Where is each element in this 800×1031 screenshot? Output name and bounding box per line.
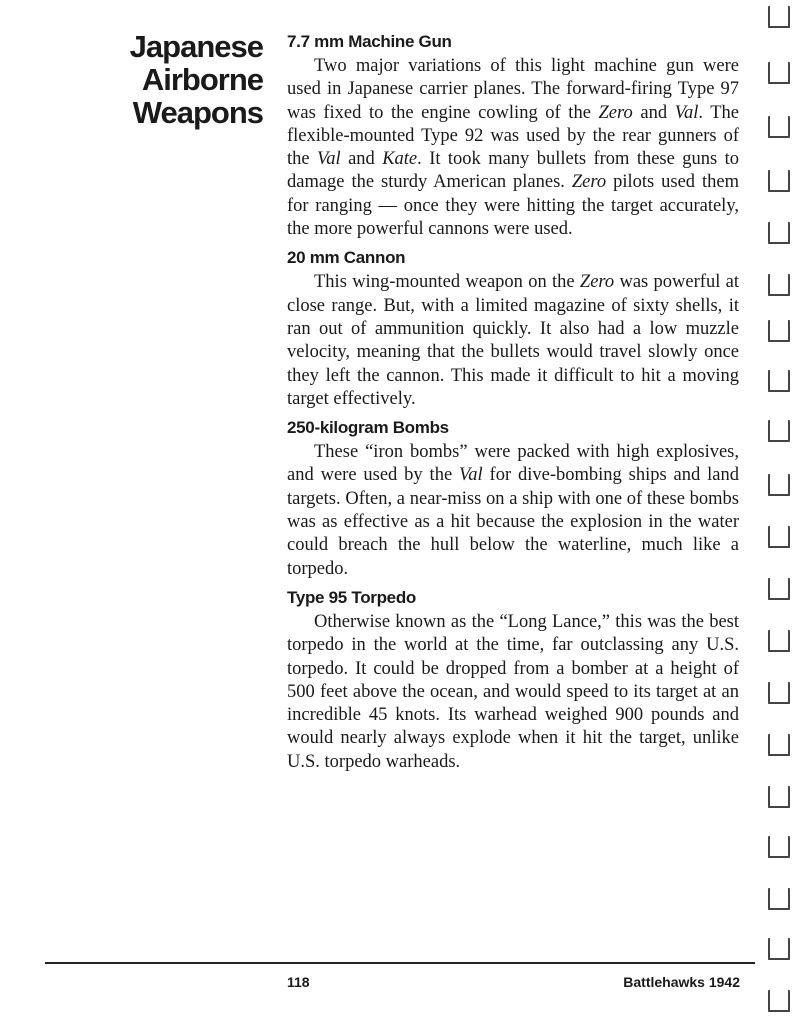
binder-tab [768,6,790,28]
book-title: Battlehawks 1942 [623,974,740,990]
paragraph-text: These “iron bombs” were packed with high explosives, and were used by the [287,442,739,486]
binder-tab [768,320,790,342]
section-paragraph [287,611,739,774]
binder-tab [768,630,790,652]
section-bombs [287,417,739,581]
footer-divider [45,962,755,964]
section-cannon [287,247,739,411]
binder-tabs [760,0,796,1031]
section-paragraph [287,441,739,581]
binder-tab [768,420,790,442]
section-torpedo [287,587,739,774]
paragraph-text: and [340,149,383,170]
paragraph-text: Two major variations of this light machine gun were used in Japanese carrier planes. The forward-firing Type 97 was fixed to the engine cowling of the [287,56,739,123]
paragraph-text: Otherwise known as the “Long Lance,” this was the best torpedo in the world at the time, far outclassing any U.S. torpedo. It could be dropped from a bomber at a height of 500 feet above the ocean, and would speed to its target at an incredible 45 knots. Its warhead weighed 900 pounds and would nearly always explode when it hit the target, unlike U.S. torpedo warheads. [287,611,739,772]
page-number: 118 [287,974,310,990]
italic-text: Kate [382,149,418,170]
binder-tab [768,370,790,392]
paragraph-text: . It took many bullets from these guns to damage the sturdy American planes. [287,149,739,193]
page-title [118,30,263,129]
paragraph-text: . The flexible-mounted Type 92 was used by the rear gunners of the [287,102,739,170]
binder-tab [768,62,790,84]
binder-tab [768,836,790,858]
binder-tab [768,116,790,138]
article-body [287,31,739,780]
binder-tab [768,682,790,704]
title-line-2: Airborne [141,62,263,97]
binder-tab [768,274,790,296]
italic-text: Zero [571,172,607,193]
section-heading: 250-kilogram Bombs [287,418,449,438]
section-heading: Type 95 Torpedo [287,587,417,607]
binder-tab [768,526,790,548]
binder-tab [768,222,790,244]
section-heading: 7.7 mm Machine Gun [287,32,452,51]
section-machine-gun [287,31,739,241]
section-heading: 20 mm Cannon [287,248,406,268]
binder-tab [768,888,790,910]
italic-text: Zero [598,102,633,123]
section-paragraph [287,55,739,241]
binder-tab [768,786,790,808]
italic-text: Val [317,149,341,170]
title-line-3: Weapons [132,95,263,130]
binder-tab [768,938,790,960]
section-paragraph [287,271,739,411]
binder-tab [768,578,790,600]
italic-text: Val [674,102,699,123]
binder-tab [768,474,790,496]
paragraph-text: for dive-bombing ships and land targets. Often, a near-miss on a ship with one of these bombs was as effective as a hit because the explosion in the water could breach the hull below the waterline, much like a torpedo. [287,465,739,579]
paragraph-text: This wing-mounted weapon on the [314,272,580,293]
binder-tab [768,990,790,1012]
binder-tab [768,170,790,192]
paragraph-text: pilots used them for ranging — once they were hitting the target accurately, the more powerful cannons were used. [287,172,739,240]
italic-text: Zero [579,272,615,293]
binder-tab [768,734,790,756]
italic-text: Val [459,465,483,486]
title-line-1: Japanese [129,29,263,64]
paragraph-text: was powerful at close range. But, with a limited magazine of sixty shells, it ran out of ammunition quickly. It also had a low muzzle velocity, meaning that the bullets would travel slowly once they left the cannon. This made it difficult to hit a moving target effectively. [287,272,739,409]
paragraph-text: and [632,102,675,123]
